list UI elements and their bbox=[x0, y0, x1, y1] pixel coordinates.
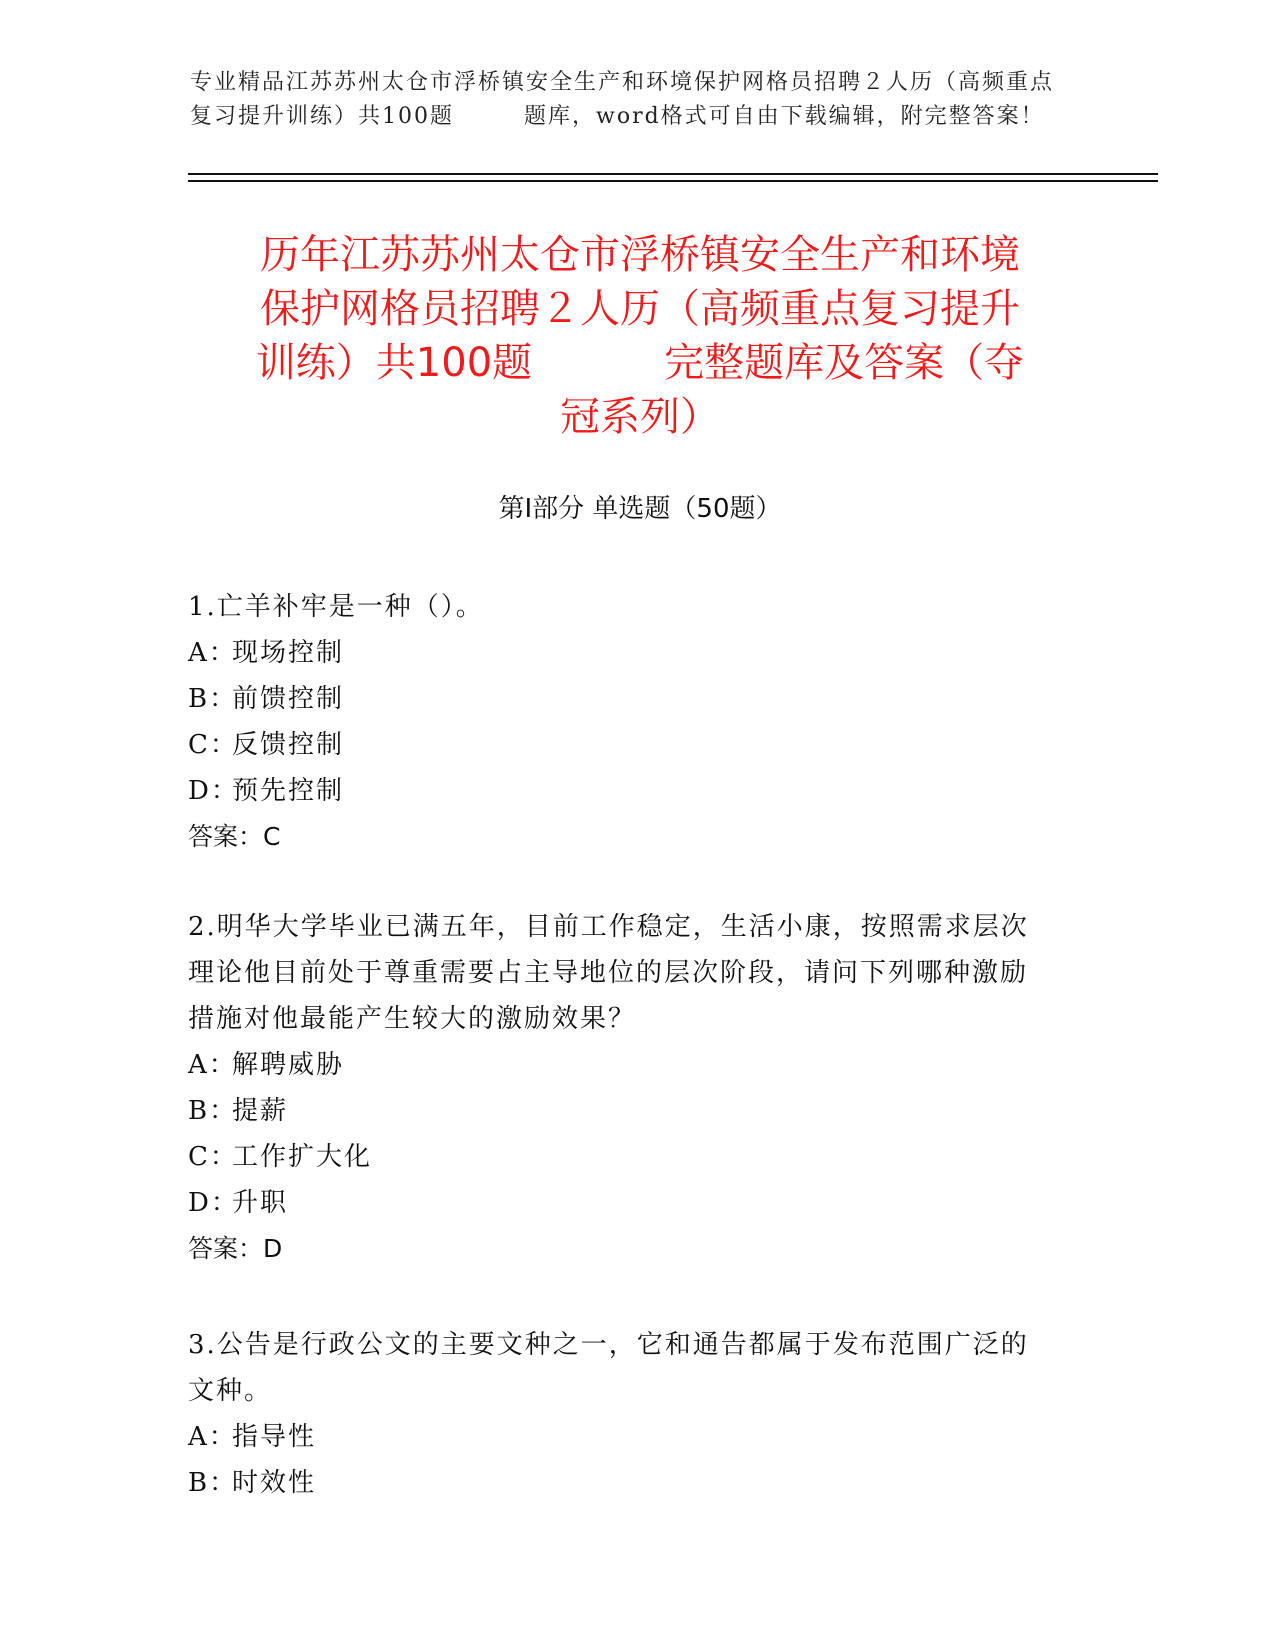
option-key: D： bbox=[188, 776, 239, 806]
question-stem-line: 3.公告是行政公文的主要文种之一，它和通告都属于发布范围广泛的 bbox=[188, 1330, 1029, 1360]
option-b bbox=[188, 1460, 1088, 1506]
option-text: 提薪 bbox=[232, 1096, 289, 1126]
option-key: B： bbox=[188, 1096, 238, 1126]
answer: 答案：D bbox=[188, 1234, 283, 1263]
document-header-note bbox=[190, 66, 1090, 134]
question-stem-line: 文种。 bbox=[188, 1376, 273, 1406]
option-text: 预先控制 bbox=[232, 776, 345, 806]
header-divider-bottom bbox=[188, 180, 1158, 182]
title-line-3-part-2: 完整题库及答案（夺 bbox=[664, 340, 1025, 386]
option-text: 时效性 bbox=[232, 1468, 317, 1498]
title-line-1: 历年江苏苏州太仓市浮桥镇安全生产和环境 bbox=[260, 232, 1020, 278]
option-key: A： bbox=[188, 638, 237, 668]
option-key: A： bbox=[188, 1050, 237, 1080]
option-key: B： bbox=[188, 684, 238, 714]
answer: 答案：C bbox=[188, 822, 281, 851]
option-b bbox=[188, 676, 1088, 722]
option-key: C： bbox=[188, 730, 238, 760]
question-3 bbox=[188, 1322, 1088, 1506]
question-stem-line: 2.明华大学毕业已满五年，目前工作稳定，生活小康，按照需求层次 bbox=[188, 912, 1029, 942]
option-key: B： bbox=[188, 1468, 238, 1498]
option-a bbox=[188, 1414, 1088, 1460]
option-d bbox=[188, 1180, 1088, 1226]
section-title: 第Ⅰ部分 单选题（50题） bbox=[498, 494, 782, 524]
option-d bbox=[188, 768, 1088, 814]
option-b bbox=[188, 1088, 1088, 1134]
option-c bbox=[188, 1134, 1088, 1180]
option-text: 指导性 bbox=[232, 1422, 317, 1452]
question-stem-line: 理论他目前处于尊重需要占主导地位的层次阶段，请问下列哪种激励 bbox=[188, 958, 1029, 988]
option-text: 解聘威胁 bbox=[232, 1050, 345, 1080]
header-line-2-part-2: 题库，word格式可自由下载编辑，附完整答案！ bbox=[524, 104, 1045, 129]
option-c bbox=[188, 722, 1088, 768]
option-text: 升职 bbox=[232, 1188, 289, 1218]
title-line-3 bbox=[190, 336, 1090, 390]
option-a bbox=[188, 1042, 1088, 1088]
option-a bbox=[188, 630, 1088, 676]
option-text: 工作扩大化 bbox=[232, 1142, 373, 1172]
option-text: 现场控制 bbox=[232, 638, 345, 668]
title-line-2: 保护网格员招聘２人历（高频重点复习提升 bbox=[260, 286, 1020, 332]
option-text: 反馈控制 bbox=[232, 730, 345, 760]
question-stem: 1.亡羊补牢是一种（）。 bbox=[188, 592, 484, 622]
option-key: D： bbox=[188, 1188, 239, 1218]
question-stem-line: 措施对他最能产生较大的激励效果？ bbox=[188, 1004, 637, 1034]
question-1 bbox=[188, 584, 1088, 860]
question-2 bbox=[188, 904, 1088, 1272]
option-text: 前馈控制 bbox=[232, 684, 345, 714]
option-key: A： bbox=[188, 1422, 237, 1452]
header-line-2 bbox=[190, 100, 1090, 134]
header-line-2-part-1: 复习提升训练）共100题 bbox=[190, 104, 454, 129]
header-divider-top bbox=[188, 173, 1158, 175]
header-line-1: 专业精品江苏苏州太仓市浮桥镇安全生产和环境保护网格员招聘２人历（高频重点 bbox=[190, 70, 1055, 95]
document-title bbox=[190, 228, 1090, 444]
title-line-3-part-1: 训练）共100题 bbox=[255, 340, 533, 386]
option-key: C： bbox=[188, 1142, 238, 1172]
title-line-4: 冠系列） bbox=[560, 394, 720, 440]
